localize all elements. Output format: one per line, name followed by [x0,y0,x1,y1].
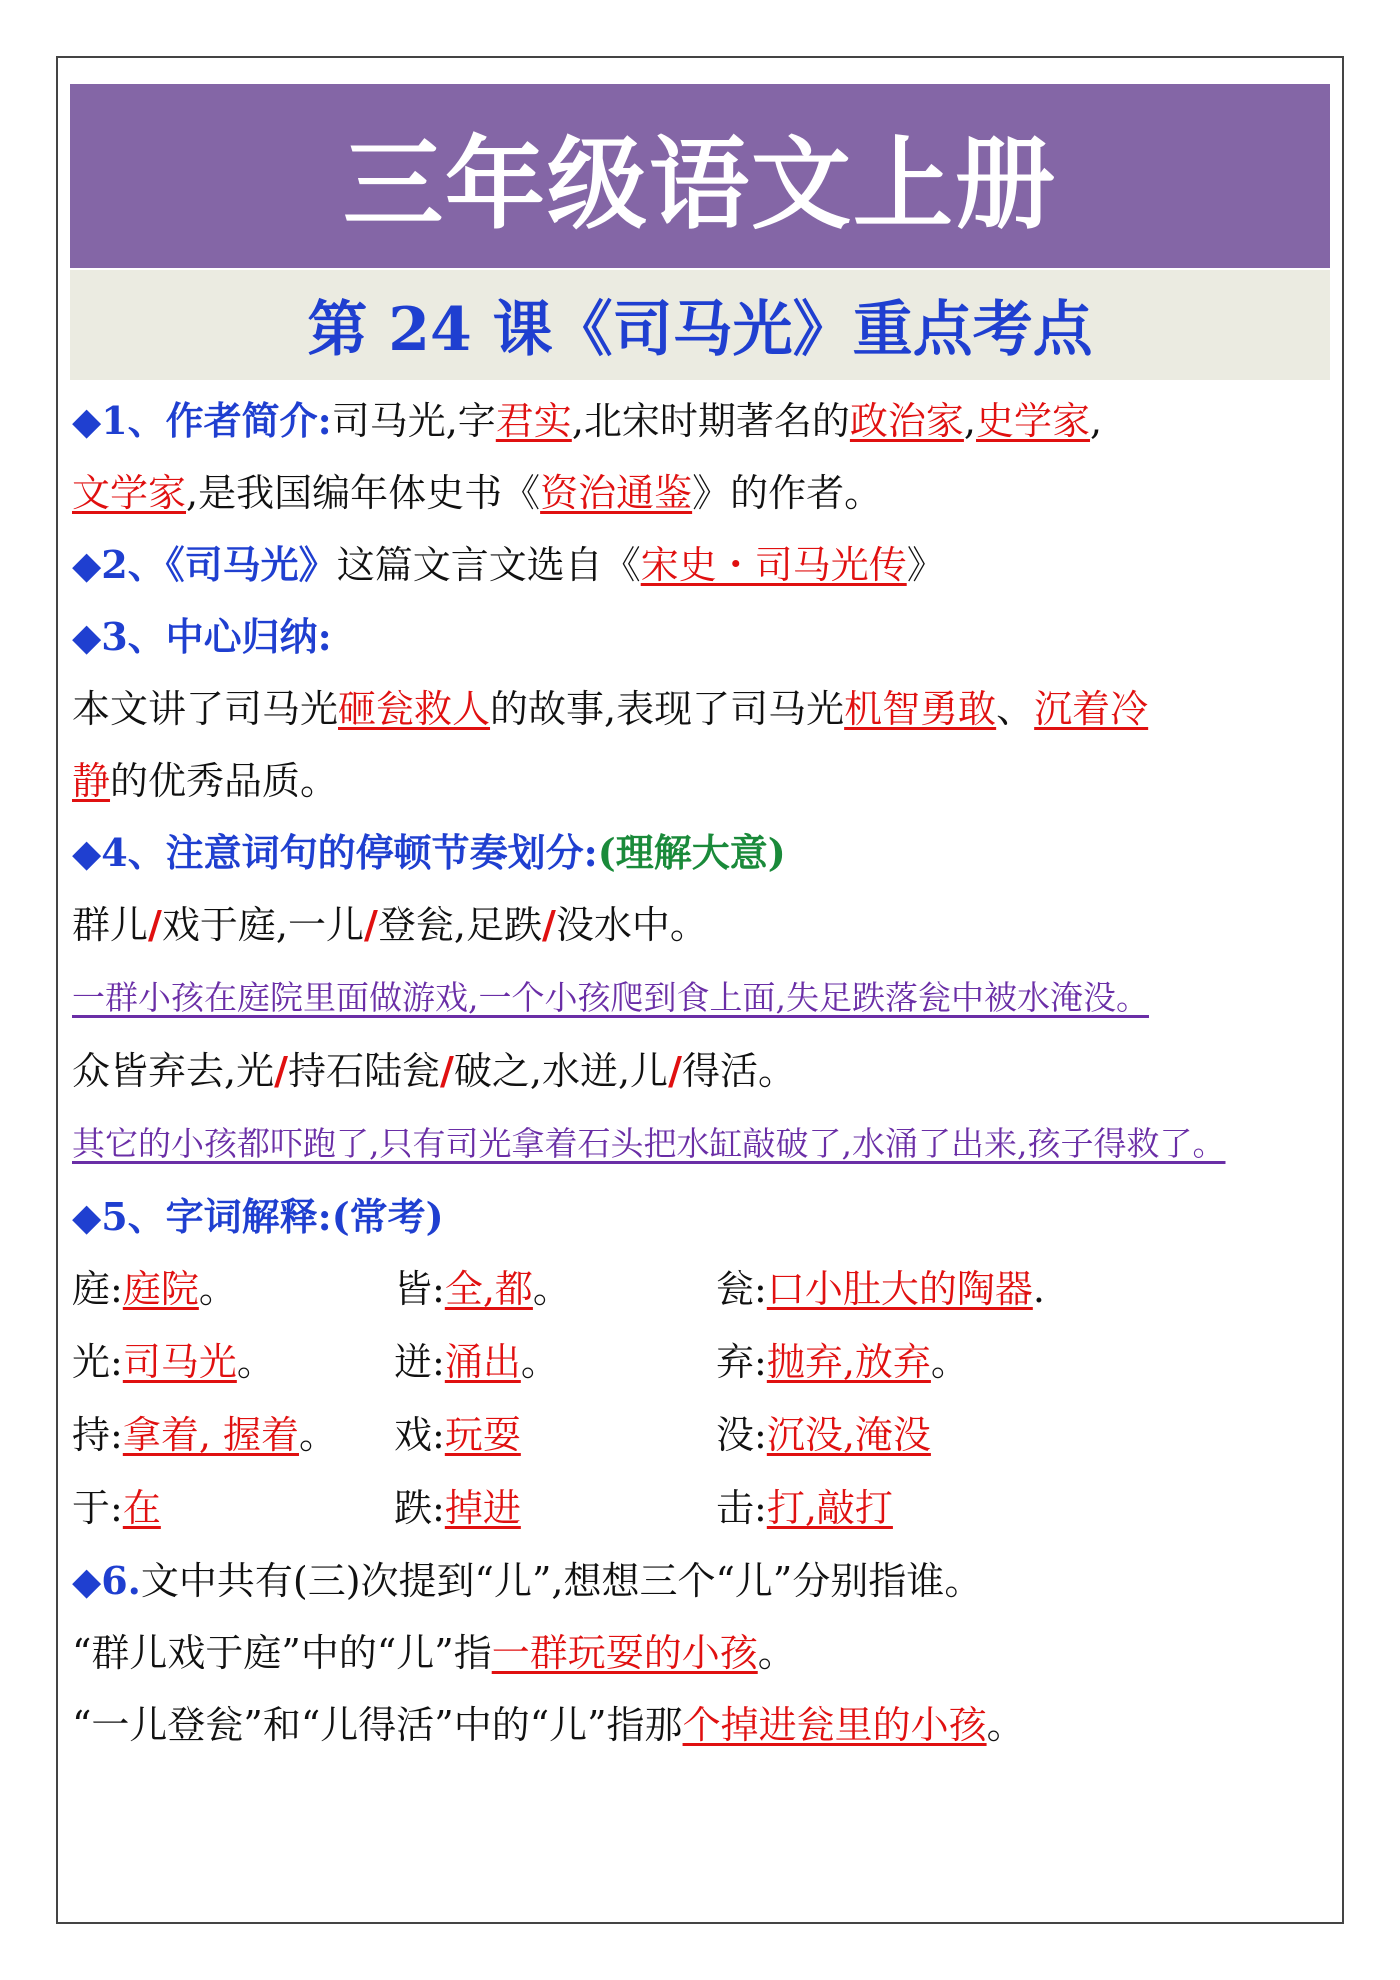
text: 这篇文言文选自《 [336,543,641,587]
vocab-word: 戏: [394,1413,445,1457]
text: 本文讲了司马光 [72,687,339,731]
vocab-meaning: 涌出 [444,1340,521,1384]
text: 。 [757,1631,796,1675]
section-4-heading-line [72,817,1342,889]
section-6-heading: 6. [101,1558,141,1603]
vocab-word: 庭: [72,1267,123,1311]
vocab-word: 光: [72,1340,123,1384]
title-banner [70,84,1330,268]
vocab-end: . [1032,1267,1045,1311]
vocabulary-grid [72,1253,1342,1545]
vocab-word: 没: [716,1413,767,1457]
section-1-line-2 [72,457,1342,529]
key-term: 宋史・司马光传 [640,543,907,587]
vocab-meaning: 玩耍 [444,1413,521,1457]
vocab-meaning: 抛弃,放弃 [766,1340,931,1384]
lesson-title: 第 24 课《司马光》重点考点 [307,295,1093,365]
pause-mark: / [668,1048,682,1093]
vocab-word: 弃: [716,1340,767,1384]
vocab-end: 。 [520,1340,559,1384]
vocab-item [716,1472,1216,1545]
key-term: 一群玩耍的小孩 [491,1631,758,1675]
text: ,是我国编年体史书《 [186,471,541,515]
section-3-heading-line [72,601,1342,673]
classical-line-1 [72,889,1342,961]
vocab-item [716,1326,1216,1399]
pause-mark: / [440,1048,454,1093]
key-term: 沉着冷 [1034,687,1149,731]
vocab-word: 击: [716,1486,767,1530]
text: 、 [996,687,1035,731]
vocab-word: 皆: [394,1267,445,1311]
key-term: 君实 [495,399,572,443]
vocab-end: 。 [298,1413,337,1457]
vocab-item [394,1253,716,1326]
section-2-heading: 2、《司马光》 [101,542,337,587]
pause-mark: / [274,1048,288,1093]
key-term: 机智勇敢 [844,687,997,731]
vocab-item [72,1399,394,1472]
vocab-item [394,1399,716,1472]
section-4-note: (理解大意) [597,830,786,875]
section-3-line-2 [72,745,1342,817]
vocab-end: 。 [532,1267,571,1311]
key-term: 静 [72,759,111,803]
vocab-word: 跌: [394,1486,445,1530]
text: 》 [906,543,945,587]
vocab-meaning: 口小肚大的陶器 [766,1267,1033,1311]
answer-2 [72,1689,1342,1761]
text: 的优秀品质。 [110,759,339,803]
pause-mark: / [148,902,162,947]
section-5-heading: 5、字词解释:(常考) [101,1194,444,1239]
vocab-meaning: 庭院 [122,1267,199,1311]
text: 》的作者。 [692,471,883,515]
text: 的故事,表现了司马光 [490,687,845,731]
text: , [1090,399,1103,443]
diamond-icon: ◆ [72,1559,102,1603]
section-2 [72,529,1342,601]
vocab-item [72,1326,394,1399]
vocab-end: 。 [198,1267,237,1311]
classical-line-2 [72,1035,1342,1107]
vocab-item [72,1472,394,1545]
vocab-meaning: 掉进 [444,1486,521,1530]
section-6-question [72,1545,1342,1617]
text: 持石陆瓮 [287,1049,440,1093]
text: ,北宋时期著名的 [571,399,850,443]
vocab-end: 。 [930,1340,969,1384]
vocab-meaning: 打,敲打 [766,1486,893,1530]
vocab-end: 。 [236,1340,275,1384]
text: 没水中。 [555,903,708,947]
vocab-meaning: 司马光 [122,1340,237,1384]
answer-1 [72,1617,1342,1689]
text: 众皆弃去,光 [72,1049,275,1093]
vocab-item [716,1399,1216,1472]
diamond-icon: ◆ [72,615,102,659]
page-title: 三年级语文上册 [343,125,1057,243]
text: , [963,399,977,443]
diamond-icon: ◆ [72,831,102,875]
text: 。 [986,1703,1025,1747]
text: 破之,水迸,儿 [453,1049,669,1093]
key-term: 砸瓮救人 [338,687,491,731]
vocab-word: 于: [72,1486,123,1530]
translation-2: 其它的小孩都吓跑了,只有司光拿着石头把水缸敲破了,水涌了出来,孩子得救了。 [72,1124,1226,1163]
pause-mark: / [541,902,556,947]
text: 群儿 [72,903,149,947]
vocab-item [72,1253,394,1326]
section-5-heading-line [72,1181,1342,1253]
section-4-heading: 4、注意词句的停顿节奏划分: [101,830,598,875]
text: “一儿登瓮”和“儿得活”中的“儿”指那 [72,1703,683,1747]
key-term: 文学家 [72,471,187,515]
section-1-line-1 [72,385,1342,457]
diamond-icon: ◆ [72,399,102,443]
text: 司马光,字 [331,399,496,443]
translation-1: 一群小孩在庭院里面做游戏,一个小孩爬到食上面,失足跌落瓮中被水淹没。 [72,978,1149,1017]
vocab-item [394,1326,716,1399]
key-term: 个掉进瓮里的小孩 [682,1703,987,1747]
content [72,385,1342,1761]
diamond-icon: ◆ [72,543,102,587]
vocab-word: 持: [72,1413,123,1457]
key-term: 政治家 [849,399,964,443]
vocab-meaning: 全,都 [444,1267,533,1311]
section-3-line-1 [72,673,1342,745]
text: 登瓮,足跌 [377,903,542,947]
text: 得活。 [681,1049,796,1093]
text: “群儿戏于庭”中的“儿”指 [72,1631,492,1675]
vocab-word: 迸: [394,1340,445,1384]
key-term: 史学家 [976,399,1091,443]
question-text: 文中共有(三)次提到“儿”,想想三个“儿”分别指谁。 [140,1559,983,1603]
diamond-icon: ◆ [72,1195,102,1239]
section-1-heading: 1、作者简介: [101,398,332,443]
vocab-meaning: 拿着, 握着 [122,1413,299,1457]
vocab-item [394,1472,716,1545]
subtitle-banner [70,270,1330,380]
vocab-item [716,1253,1216,1326]
pause-mark: / [364,902,378,947]
key-term: 资治通鉴 [540,471,693,515]
text: 戏于庭,一儿 [161,903,364,947]
vocab-word: 瓮: [716,1267,767,1311]
vocab-meaning: 在 [122,1486,161,1530]
vocab-meaning: 沉没,淹没 [766,1413,931,1457]
section-3-heading: 3、中心归纳: [101,614,332,659]
